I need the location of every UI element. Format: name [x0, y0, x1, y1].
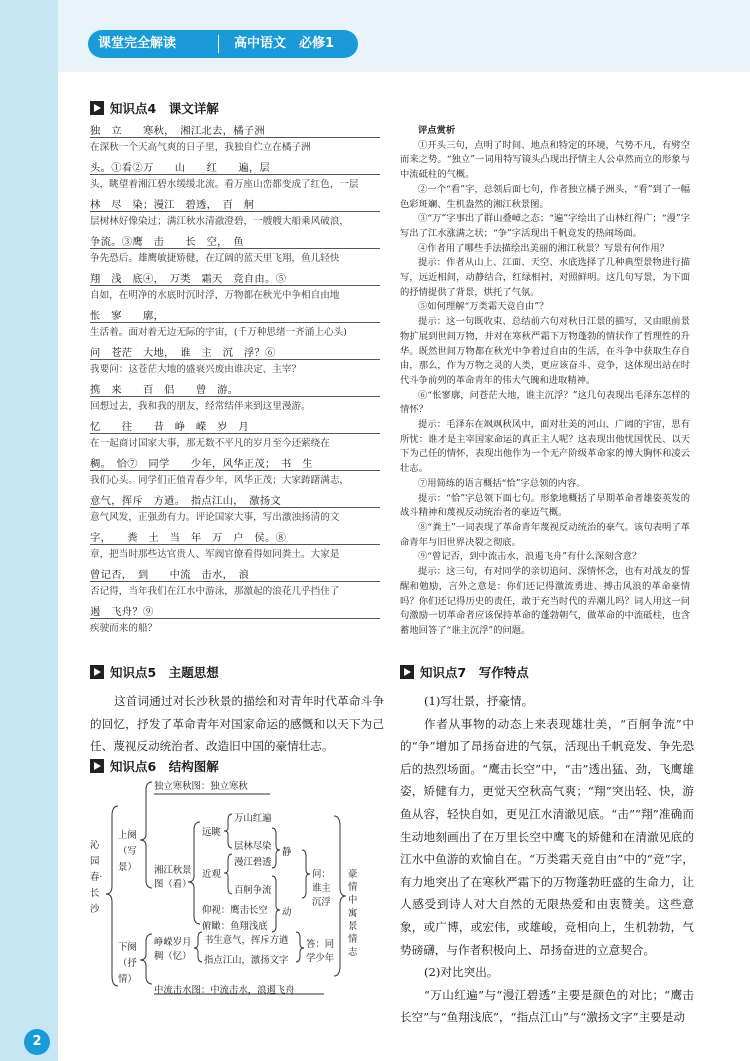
poem-underline	[90, 433, 380, 434]
poem-line	[90, 196, 380, 233]
subject-title: 高中语文 必修1	[234, 36, 335, 51]
poem-line	[90, 418, 380, 455]
poem-line	[90, 381, 380, 418]
diagram-zhengrong: 峥嵘岁月稠（忆）	[154, 937, 192, 962]
poem-underline	[90, 507, 380, 508]
poem-original: 争流。③鹰 击 长 空， 鱼	[90, 236, 244, 248]
poem-translation-line: 回想过去，我和我的朋友，经常结伴来到这里漫游。	[90, 401, 311, 412]
diagram-cenglin: 层林尽染	[234, 841, 272, 852]
diagram-wanshan: 万山红遍	[234, 813, 272, 824]
page-number: 2	[24, 1029, 50, 1055]
play-triangle-icon	[400, 665, 414, 679]
diagram-yangshi: 仰视：鹰击长空	[202, 905, 268, 916]
theme-paragraph: 这首词通过对长沙秋景的描绘和对青年时代革命斗争的回忆，抒发了革命青年对国家命运的感慨和以天下为己任、蔑视反动统治者、改造旧中国的豪情壮志。	[90, 694, 384, 754]
poem-line	[90, 159, 380, 196]
note-paragraph: ④作者用了哪些手法描绘出美丽的湘江秋景？写景有何作用？	[418, 242, 670, 254]
diagram-da: 答：同学少年	[306, 939, 335, 964]
notes-title: 评点赏析	[418, 125, 456, 136]
poem-original: 携 来 百 侣 曾 游。	[90, 384, 239, 396]
diagram-lower: 下阕（抒情）	[118, 942, 137, 985]
poem-underline	[90, 396, 380, 397]
note-paragraph: ⑧“粪土”一词表现了革命青年蔑视反动统治的豪气。该句表明了革命青年与旧世界决裂之彻底。	[400, 521, 690, 548]
note-paragraph: 提示：“恰”字总领下面七句。形象地概括了早期革命者雄姿英发的战斗精神和蔑视反动统治者的豪迈气概。	[400, 492, 690, 519]
section-heading-6: 知识点6 结构图解	[90, 758, 219, 776]
note-paragraph: ③“万”字事出了群山叠嶂之态；“遍”字绘出了山林红得广；“漫”字写出了江水涨满之状；“争”字活现出千帆竞发的热闹场面。	[400, 213, 690, 239]
poem-underline	[90, 470, 380, 471]
poem-original: 问 苍茫 大地， 谁 主 沉 浮？⑥	[90, 347, 276, 359]
poem-translation-line: 我要问：这苍茫大地的盛衰兴废由谁决定、主宰？	[90, 364, 302, 375]
poem-original: 意气，挥斥 方遒。 指点江山， 激扬文	[90, 495, 282, 507]
diagram-theme: 豪情中寓景情志	[348, 869, 358, 958]
diagram-zhidian: 指点江山，激扬文字	[204, 955, 289, 966]
diagram-upper: 上阕（写景）	[118, 830, 137, 873]
poem-translation-line: 在深秋一个天高气爽的日子里，我独自伫立在橘子洲	[90, 142, 311, 153]
poem-underline	[90, 174, 380, 175]
note-paragraph: ①开头三句，点明了时间、地点和特定的环境，气势不凡，有劈空而来之势。“独立”一词用特写镜头凸现出抒情主人公卓然而立的形象与中流砥柱的气概。	[400, 139, 690, 181]
note-paragraph: 提示：毛泽东在飒飒秋风中，面对壮美的河山、广阔的宇宙，思有所忧：谁才是主宰国家命运的真正主人呢？这表现出他忧国忧民、以天下为己任的情怀，表现出他作为一个无产阶级革命家的博大胸怀和凌云壮志。	[400, 419, 690, 475]
poem-original: 字， 粪 土 当 年 万 户 侯。⑧	[90, 532, 287, 544]
poem-original: 稠。 恰⑦ 同学 少年，风华正茂； 书 生	[90, 458, 313, 470]
poem-line	[90, 455, 380, 492]
play-triangle-icon	[90, 759, 104, 773]
page-sidebar	[0, 0, 58, 1061]
poem-translation-line: 头，眺望着湘江碧水缓缓北流。看万座山峦都变成了红色，一层	[90, 179, 359, 190]
diagram-wen: 问：谁主沉浮	[312, 869, 331, 908]
poem-line	[90, 270, 380, 307]
poem-underline	[90, 322, 380, 323]
diagram-zhongliu: 中流击水图：中流击水，浪遏飞舟	[154, 985, 295, 996]
poem-line	[90, 566, 380, 603]
note-paragraph: 提示：这三句，有对同学的亲切追问、深情怀念，也有对战友的誓醒和勉励，言外之意是：你们还记得激流勇进、搏击风浪的革命豪情吗？你们还记得历史的责任，敢于充当时代的弄潮儿吗？词人用这一问句激励一切革命者应该保持革命的蓬勃朝气，做革命的中流砥柱，也含蓄地回答了“谁主沉浮”的问题。	[400, 566, 690, 636]
poem-line	[90, 307, 380, 344]
diagram-dong: 动	[282, 907, 292, 918]
poem-underline	[90, 285, 380, 286]
structure-diagram	[90, 776, 390, 1016]
poem-line	[90, 603, 380, 640]
poem-original: 林 尽 染；漫江 碧透， 百 舸	[90, 199, 255, 211]
diagram-xiangjiang: 湘江秋景图（看）	[154, 865, 192, 890]
poem-line	[90, 529, 380, 566]
diagram-jinguan: 近观	[202, 869, 221, 880]
poem-translation-line: 疾驶而来的船？	[90, 623, 158, 634]
note-paragraph: ⑥“怅寥廓，问苍茫大地，谁主沉浮？”这几句表现出毛泽东怎样的情怀？	[400, 389, 690, 416]
commentary-notes	[400, 124, 690, 639]
note-paragraph: ⑦用简练的语言概括“恰”字总领的内容。	[418, 477, 586, 489]
header-banner	[88, 30, 358, 58]
diagram-manjiang: 漫江碧透	[234, 857, 272, 868]
poem-underline	[90, 211, 380, 212]
poem-underline	[90, 618, 380, 619]
poem-line	[90, 122, 380, 159]
poem-translation-line: 我们心头。同学们正值青春少年，风华正茂；大家踌躇满志，	[90, 475, 350, 486]
note-paragraph: ⑨“曾记否，到中流击水，浪遏飞舟”有什么深刻含意？	[418, 551, 642, 563]
poem-underline	[90, 137, 380, 138]
poem-line	[90, 492, 380, 529]
section-heading-4: 知识点4 课文详解	[90, 100, 219, 118]
poem-underline	[90, 248, 380, 249]
poem-translation-line: 否记得，当年我们在江水中游泳，那激起的浪花几乎挡住了	[90, 586, 340, 597]
feature-paragraph: “万山红遍”与“漫江碧透”主要是颜色的对比；“鹰击长空”与“鱼翔浅底”，“指点江山”与“激扬文字”主要是动	[400, 987, 694, 1025]
diagram-baige: 百舸争流	[234, 885, 272, 896]
poem-original: 怅 寥 廓，	[90, 310, 165, 322]
writing-features	[400, 690, 694, 1029]
poem-translation-line: 生活着。面对着无边无际的宇宙，(千万种思绪一齐涌上心头)	[90, 327, 347, 338]
poem-line	[90, 344, 380, 381]
poem-translation-line: 在一起商讨国家大事，那无数不平凡的岁月至今还萦绕在	[90, 438, 330, 449]
poem-original: 独 立 寒秋， 湘江北去，橘子洲	[90, 125, 265, 137]
series-title: 课堂完全解读	[98, 36, 177, 51]
poem-original: 忆 往 昔 峥 嵘 岁 月	[90, 421, 249, 433]
feature-paragraph: 作者从事物的动态上来表现雄壮美，“百舸争流”中的“争”增加了昂扬奋进的气氛，活现出千帆竞发、争先恐后的热烈场面。“鹰击长空”中，“击”透出猛、劲，飞鹰雄姿，矫健有力，更觉天空秋高气爽；“翔”突出轻、快，游鱼从容，轻快自如，更见江水清澈见底。“击”“翔”准确而生动地刻画出了在万里长空中鹰飞的矫健和在清澈见底的江水中鱼游的欢愉自在。“万类霜天竞自由”中的“竞”字，有力地突出了在寒秋严霜下的万物蓬勃旺盛的生命力，让人感受到诗人对大自然的无限热爱和由衷赞美。这些意象，或广博，或宏伟，或雄峻，竞相向上，生机勃勃，气势磅礴，与作者积极向上、昂扬奋进的立意契合。	[400, 716, 694, 957]
header-divider	[218, 35, 219, 53]
diagram-shusheng: 书生意气，挥斥方遒	[204, 935, 289, 946]
poem-translation-line: 自如，在明净的水底时沉时浮，万物都在秋光中争相自由地	[90, 290, 340, 301]
poem-original: 翔 浅 底④， 万类 霜天 竞自由。⑤	[90, 273, 287, 285]
poem-underline	[90, 359, 380, 360]
note-paragraph: ⑤如何理解“万类霜天竞自由”？	[418, 301, 549, 313]
poem-translation-line: 意气风发，正强劲有力。评论国家大事，写出激浊扬清的文	[90, 512, 340, 523]
play-triangle-icon	[90, 101, 104, 115]
diagram-jing: 静	[282, 847, 292, 858]
poem-original: 遏 飞舟？⑨	[90, 606, 154, 618]
section-heading-7: 知识点7 写作特点	[400, 664, 529, 682]
poem-translation-line: 层树林好像染过；满江秋水清澈澄碧，一艘艘大船乘风破浪，	[90, 216, 350, 227]
poem-underline	[90, 544, 380, 545]
section-heading-5: 知识点5 主题思想	[90, 664, 219, 682]
poem-translation	[90, 122, 380, 640]
poem-underline	[90, 581, 380, 582]
feature-paragraph: (2)对比突出。	[424, 965, 499, 980]
poem-translation-line: 争先恐后。雄鹰敏捷矫健，在辽阔的蓝天里飞翔，鱼儿轻快	[90, 253, 340, 264]
poem-translation-line: 章，把当时那些达官贵人、军阀官僚看得如同粪土。大家是	[90, 549, 340, 560]
diagram-root: 沁园春·长沙	[90, 840, 103, 915]
note-paragraph: 提示：这一句既收束、总结前六句对秋日江景的描写，又由眼前景物扩展到世间万物，并对在寒秋严霜下万物蓬勃的情状作了哲理性的升华。既然世间万物都在秋光中争着过自由的生活，在斗争中获取生存自由，那么，作为万物之灵的人类，更应该奋斗、竞争，这体现出站在时代斗争前列的革命青年的伟大气魄和进取精神。	[400, 316, 690, 386]
note-paragraph: 提示：作者从山上、江面、天空、水底选择了几种典型景物进行描写，远近相间，动静结合，红绿相衬，对照鲜明。这几句写景，为下面的抒情提供了背景，烘托了气氛。	[400, 257, 690, 298]
poem-original: 头。①看②万 山 红 遍，层	[90, 162, 271, 174]
feature-paragraph: (1)写壮景，抒豪情。	[424, 694, 534, 708]
note-paragraph: ②一个“看”字，总领后面七句，作者独立橘子洲头，“看”到了一幅色彩斑斓、生机盎然的湘江秋景图。	[400, 183, 690, 210]
poem-original: 曾记否， 到 中流 击水， 浪	[90, 569, 250, 581]
diagram-fushi: 俯瞰：鱼翔浅底	[202, 921, 268, 932]
play-triangle-icon	[90, 665, 104, 679]
diagram-duli: 独立寒秋图：独立寒秋	[154, 781, 248, 792]
poem-line	[90, 233, 380, 270]
diagram-yuantiao: 远眺	[202, 827, 221, 838]
